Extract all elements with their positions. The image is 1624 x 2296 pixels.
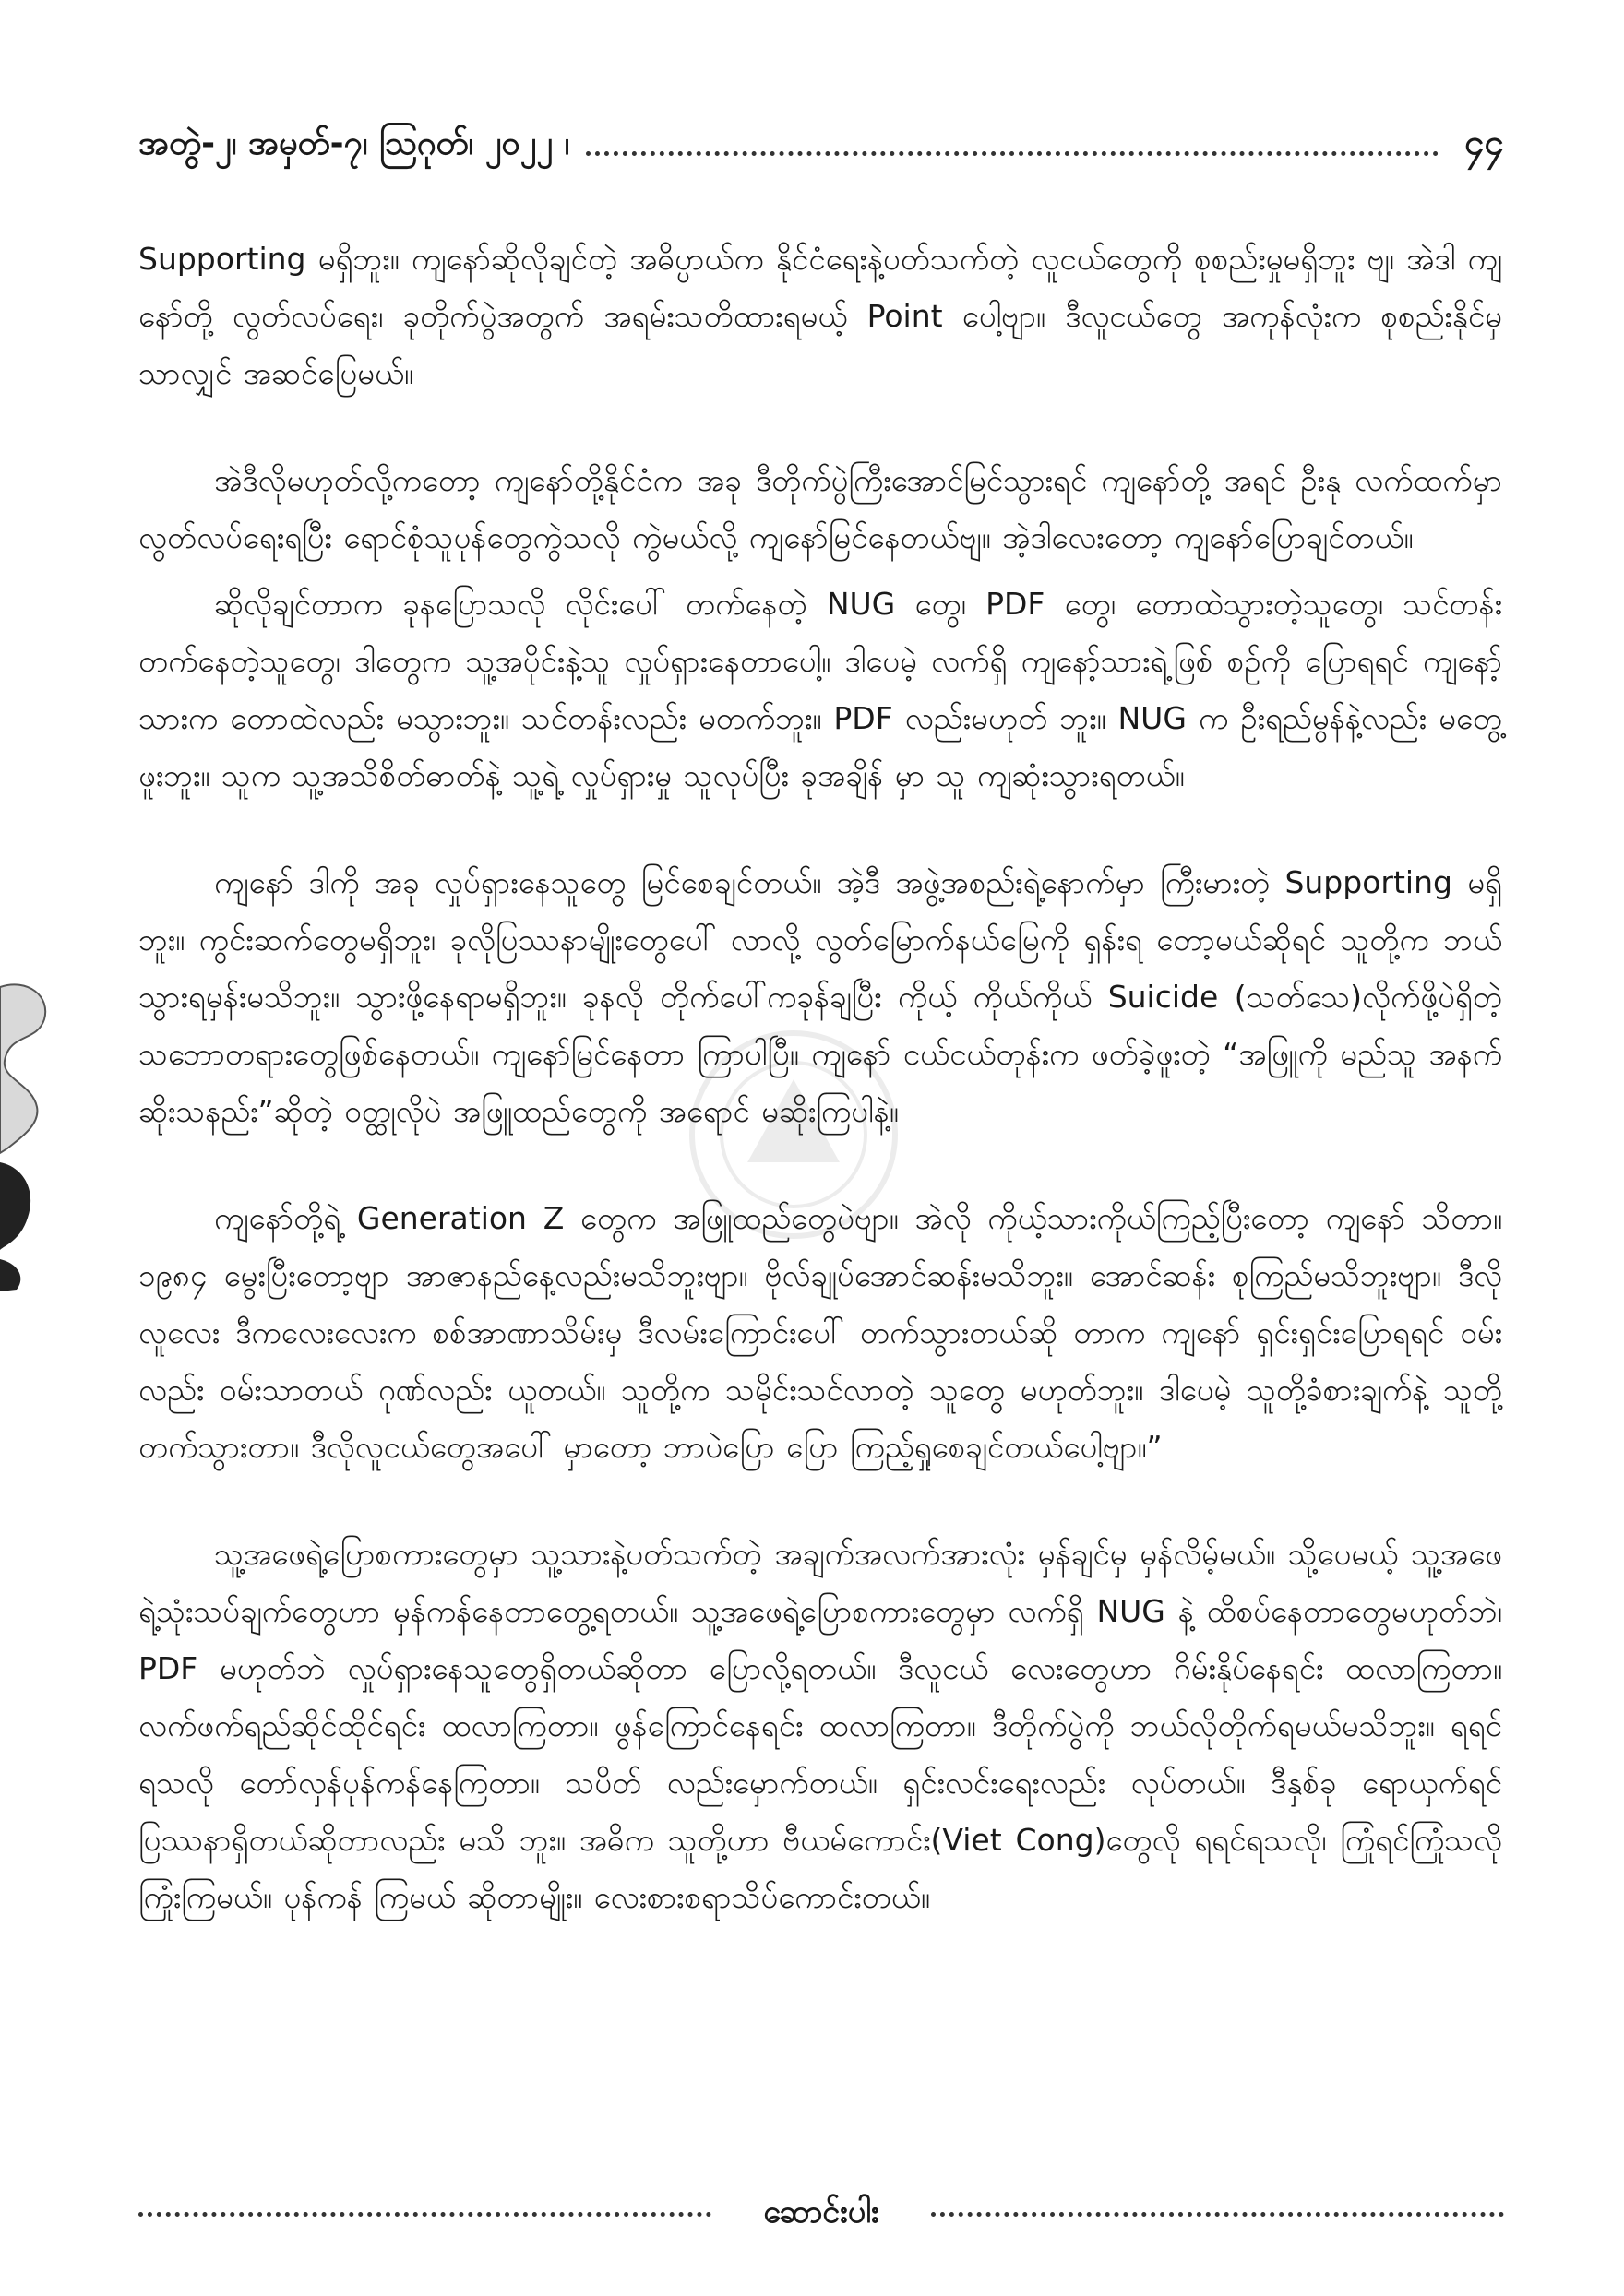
paragraph: သူ့အဖေရဲ့ပြောစကားတွေမှာ သူ့သားနဲ့ပတ်သက်တဲ့ အချက်အလက်အားလုံး မှန်ချင်မှ မှန်လိမ့်မယ်။ သို့ပေမယ့် သူ့အဖေရဲ့သုံးသပ်ချက်တွေဟာ မှန်ကန်နေတာတွေ့ရတယ်။ သူ့အဖေရဲ့ပြောစကားတွေမှာ လက်ရှိ NUG နဲ့ ထိစပ်နေတာတွေမဟုတ်ဘဲ၊ PDF မဟုတ်ဘဲ လှုပ်ရှားနေသူတွေရှိတယ်ဆိုတာ ပြောလို့ရတယ်။ ဒီလူငယ် လေးတွေဟာ ဂိမ်းနိုပ်နေရင်း ထလာကြတာ။ လက်ဖက်ရည်ဆိုင်ထိုင်ရင်း ထလာကြတာ။ ဖွန်ကြောင်နေရင်း ထလာကြတာ။ ဒီတိုက်ပွဲကို ဘယ်လိုတိုက်ရမယ်မသိဘူး။ ရရင်ရသလို တော်လှန်ပုန်ကန်နေကြတာ။ သပိတ် လည်းမှောက်တယ်။ ရှင်းလင်းရေးလည်း လုပ်တယ်။ ဒီနှစ်ခု ရောယှက်ရင် ပြဿနာရှိတယ်ဆိုတာလည်း မသိ ဘူး။ အဓိက သူတို့ဟာ ဗီယမ်ကောင်း(Viet Cong)တွေလို ရရင်ရသလို၊ ကြုံရင်ကြုံသလို ကြုံးကြမယ်။ ပုန်ကန် ကြမယ် ဆိုတာမျိုး။ လေးစားစရာသိပ်ကောင်းတယ်။ — [138, 1536, 1503, 1915]
paragraph: ကျနော်တို့ရဲ့ Generation Z တွေက အဖြူထည်တွေပဲဗျာ။ အဲလို ကိုယ့်သားကိုယ်ကြည့်ပြီးတော့ ကျနော် သိတာ။ ၁၉၈၄ မွေးပြီးတော့ဗျာ အာဇာနည်နေ့လည်းမသိဘူးဗျာ။ ဗိုလ်ချုပ်အောင်ဆန်းမသိဘူး။ အောင်ဆန်း စုကြည်မသိဘူးဗျာ။ ဒီလိုလူလေး ဒီကလေးလေးက စစ်အာဏာသိမ်းမှ ဒီလမ်းကြောင်းပေါ် တက်သွားတယ်ဆို တာက ကျနော် ရှင်းရှင်းပြောရရင် ဝမ်းလည်း ဝမ်းသာတယ် ဂုဏ်လည်း ယူတယ်။ သူတို့က သမိုင်းသင်လာတဲ့ သူတွေ မဟုတ်ဘူး။ ဒါပေမဲ့ သူတို့ခံစားချက်နဲ့ သူတို့တက်သွားတာ။ ဒီလိုလူငယ်တွေအပေါ် မှာတော့ ဘာပဲပြော ပြော ကြည့်ရှုစေချင်တယ်ပေါ့ဗျာ။” — [138, 1200, 1502, 1465]
article-body — [138, 231, 1502, 1926]
paragraph: Supporting မရှိဘူး။ ကျနော်ဆိုလိုချင်တဲ့ အဓိပ္ပာယ်က နိုင်ငံရေးနဲ့ပတ်သက်တဲ့ လူငယ်တွေကို စုစည်းမှုမရှိဘူး ဗျ၊ အဲဒါ ကျနော်တို့ လွတ်လပ်ရေး၊ ခုတိုက်ပွဲအတွက် အရမ်းသတိထားရမယ့် Point ပေါ့ဗျာ။ ဒီလူငယ်တွေ အကုန်လုံးက စုစည်းနိုင်မှသာလျှင် အဆင်ပြေမယ်။ — [138, 241, 1502, 391]
issue-info: အတွဲ-၂၊ အမှတ်-၇၊ ဩဂုတ်၊ ၂၀၂၂ ၊ — [138, 125, 570, 162]
continued-label: ဆောင်းပါး — [763, 2193, 879, 2231]
running-header — [138, 118, 1504, 173]
margin-artwork-icon — [0, 978, 55, 1291]
page-number: ၄၄ — [1464, 122, 1504, 162]
paragraph: ကျနော် ဒါကို အခု လှုပ်ရှားနေသူတွေ မြင်စေချင်တယ်။ အဲ့ဒီ အဖွဲ့အစည်းရဲ့နောက်မှာ ကြီးမားတဲ့ Supporting မရှိဘူး။ ကွင်းဆက်တွေမရှိဘူး၊ ခုလိုပြဿနာမျိုးတွေပေါ် လာလို့ လွတ်မြောက်နယ်မြေကို ရှန်းရ တော့မယ်ဆိုရင် သူတို့က ဘယ်သွားရမှန်းမသိဘူး။ သွားဖို့နေရာမရှိဘူး။ ခုနလို တိုက်ပေါ်ကခုန်ချပြီး ကိုယ့် ကိုယ်ကိုယ် Suicide (သတ်သေ)လိုက်ဖို့ပဲရှိတဲ့ သဘောတရားတွေဖြစ်နေတယ်။ ကျနော်မြင်နေတာ ကြာပါပြီ။ ကျနော် ငယ်ငယ်တုန်းက ဖတ်ခဲ့ဖူးတဲ့ “အဖြူကို မည်သူ အနက်ဆိုးသနည်း”ဆိုတဲ့ ဝတ္ထုလိုပဲ အဖြူထည်တွေကို အရောင် မဆိုးကြပါနဲ့။ — [138, 864, 1502, 1129]
header-dotted-leader — [586, 151, 1439, 156]
paragraph: ဆိုလိုချင်တာက ခုနပြောသလို လိုင်းပေါ် တက်နေတဲ့ NUG တွေ၊ PDF တွေ၊ တောထဲသွားတဲ့သူတွေ၊ သင်တန်း တက်နေတဲ့သူတွေ၊ ဒါတွေက သူ့အပိုင်းနဲ့သူ လှုပ်ရှားနေတာပေါ့။ ဒါပေမဲ့ လက်ရှိ ကျနော့်သားရဲ့ဖြစ် စဉ်ကို ပြောရရင် ကျနော့်သားက တောထဲလည်း မသွားဘူး။ သင်တန်းလည်း မတက်ဘူး။ PDF လည်းမဟုတ် ဘူး။ NUG က ဦးရည်မွန်နဲ့လည်း မတွေ့ဖူးဘူး။ သူက သူ့အသိစိတ်ဓာတ်နဲ့ သူ့ရဲ့ လှုပ်ရှားမှု သူလုပ်ပြီး ခုအချိန် မှာ သူ ကျဆုံးသွားရတယ်။ — [138, 586, 1502, 793]
footer-dotted-leader-left — [138, 2212, 711, 2217]
paragraph: အဲဒီလိုမဟုတ်လို့ကတော့ ကျနော်တို့နိုင်ငံက အခု ဒီတိုက်ပွဲကြီးအောင်မြင်သွားရင် ကျနော်တို့ အရင် ဦးနု လက်ထက်မှာ လွတ်လပ်ရေးရပြီး ရောင်စုံသူပုန်တွေကွဲသလို ကွဲမယ်လို့ ကျနော်မြင်နေတယ်ဗျ။ အဲ့ဒါလေးတော့ ကျနော်ပြောချင်တယ်။ — [138, 462, 1502, 555]
continued-footer — [138, 2191, 1504, 2237]
footer-dotted-leader-right — [931, 2212, 1504, 2217]
